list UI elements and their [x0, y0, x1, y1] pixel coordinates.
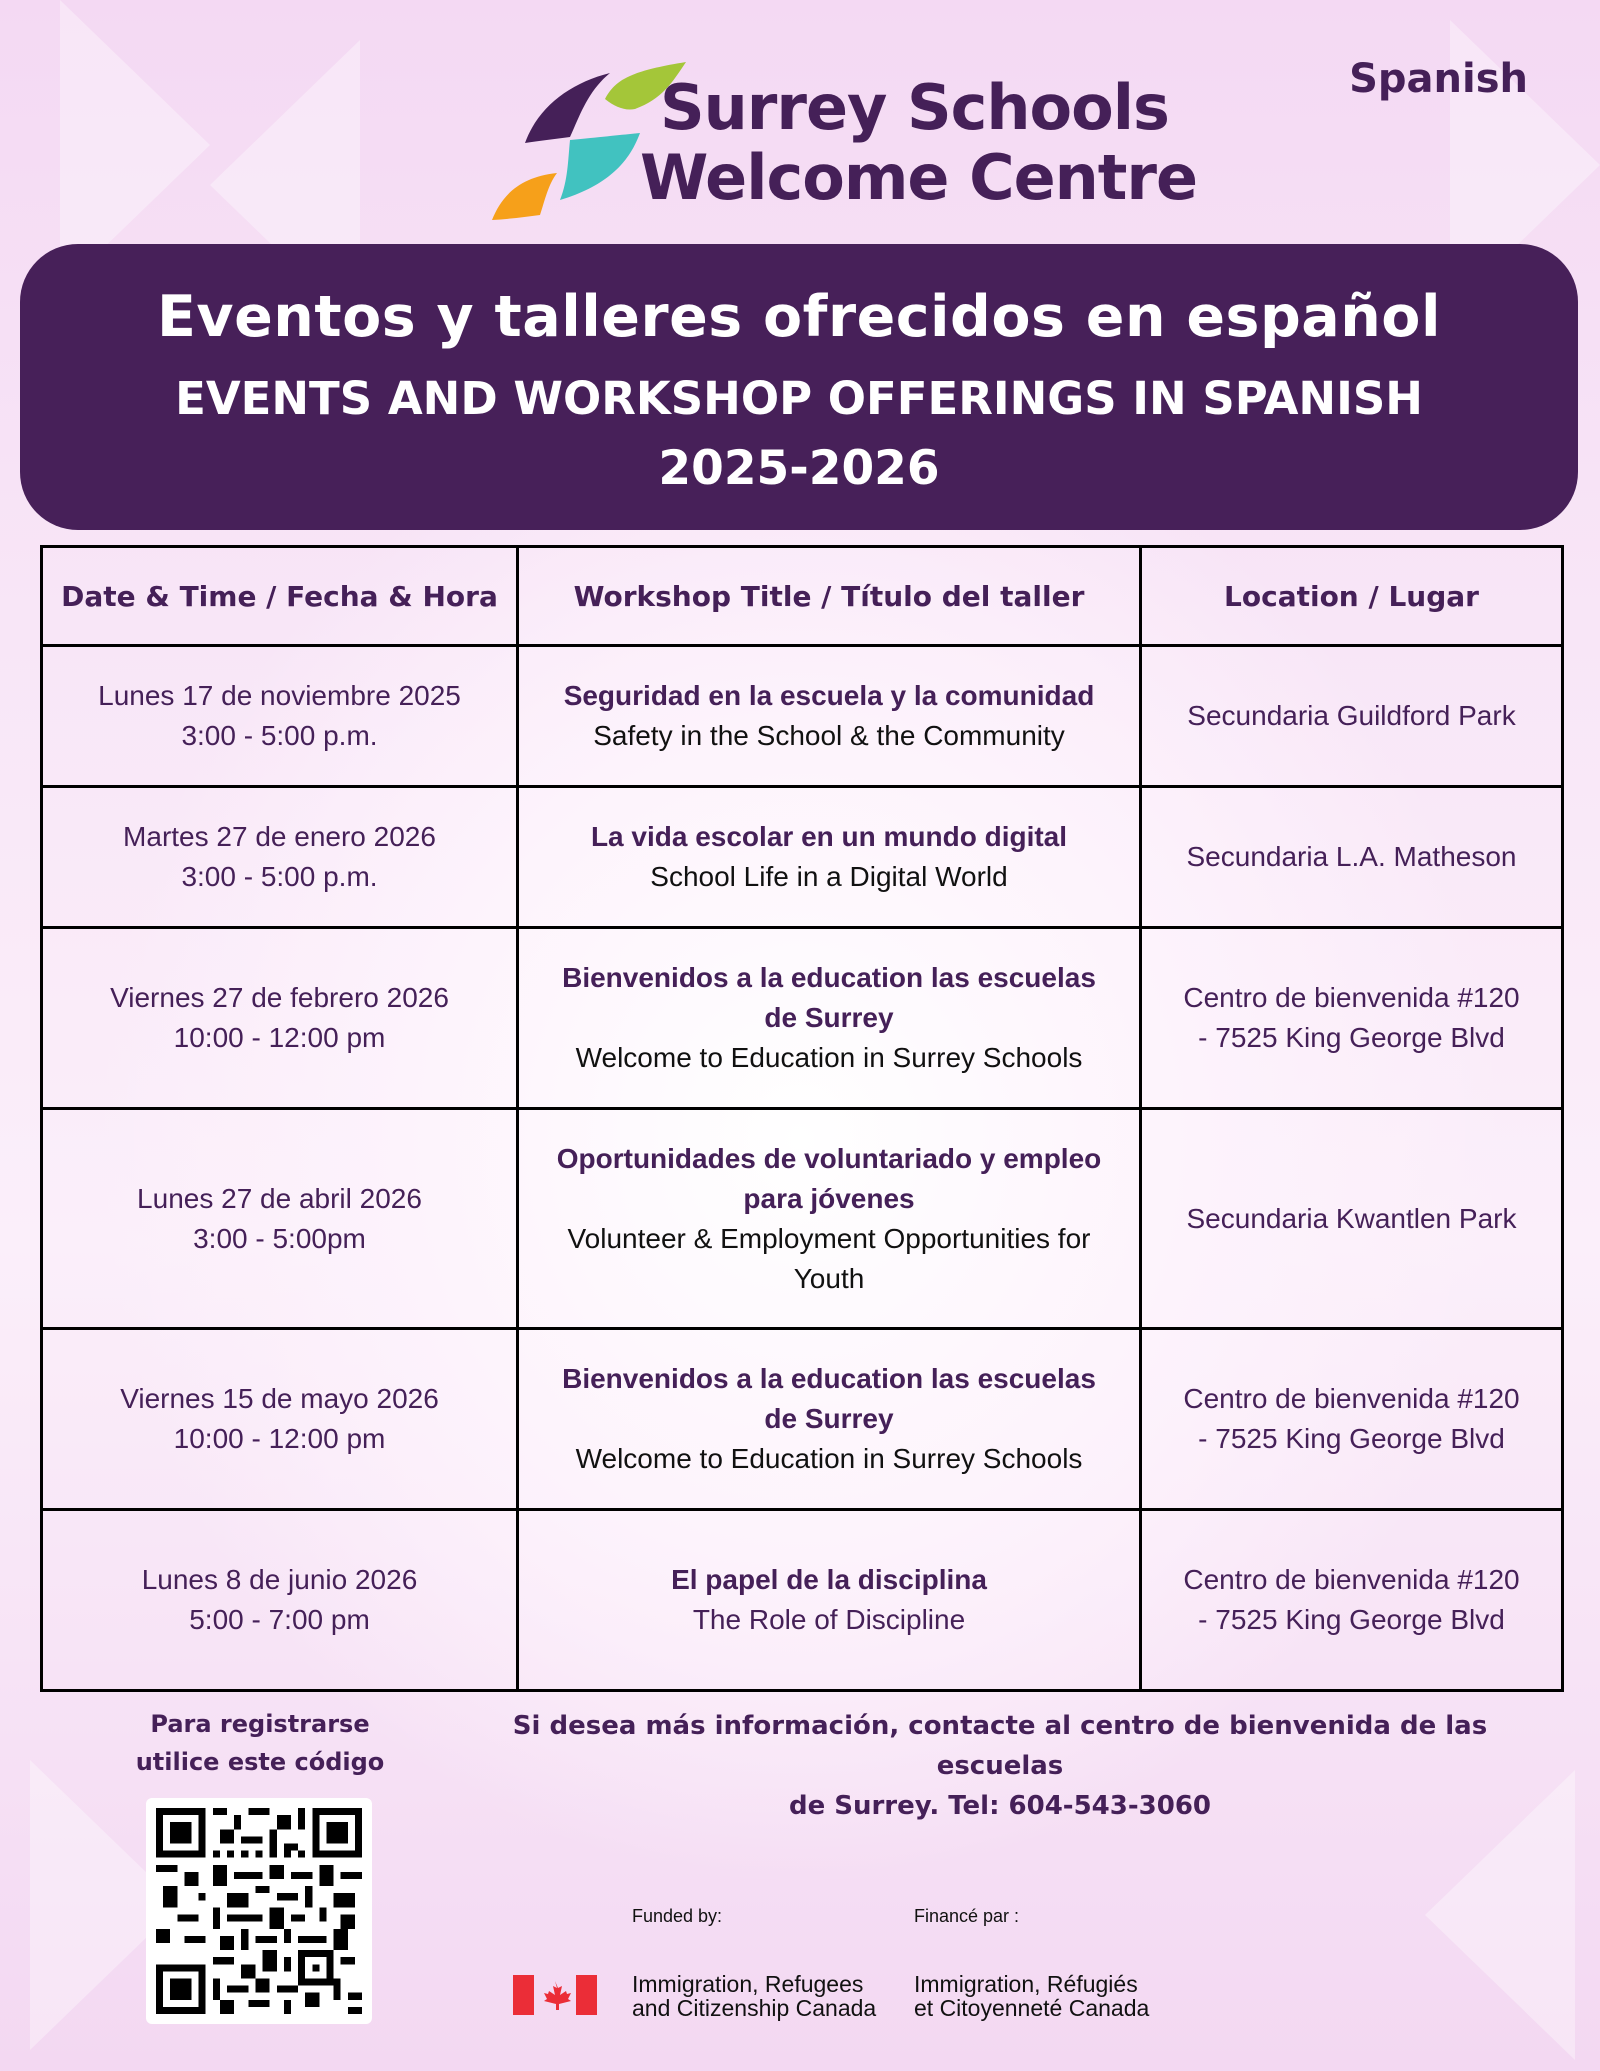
event-time: 5:00 - 7:00 pm — [189, 1604, 370, 1635]
banner-title-english: EVENTS AND WORKSHOP OFFERINGS IN SPANISH — [175, 372, 1423, 425]
event-location: Centro de bienvenida #120 - 7525 King George Blvd — [1183, 982, 1520, 1053]
agency-name-fr — [914, 1972, 1149, 2020]
cell-date — [42, 1510, 518, 1691]
event-time: 3:00 - 5:00pm — [193, 1222, 366, 1254]
agency-fr-line-1: Immigration, Réfugiés — [914, 1971, 1138, 1997]
surrey-schools-logo — [420, 45, 1198, 225]
workshop-title-es: Seguridad en la escuela y la comunidad — [563, 680, 1095, 711]
table-row — [42, 646, 1563, 787]
register-line-2: utilice este código — [135, 1748, 385, 1776]
event-date: Martes 27 de enero 2026 — [123, 821, 436, 852]
finance-par-label: Financé par : — [914, 1906, 1020, 1926]
contact-line-2: de Surrey. Tel: 604-543-3060 — [788, 1791, 1212, 1821]
banner-title-spanish: Eventos y talleres ofrecidos en español — [157, 284, 1441, 350]
qr-code-icon — [156, 1808, 362, 2014]
agency-en-line-1: Immigration, Refugees — [632, 1971, 864, 1997]
cell-date — [42, 646, 518, 787]
contact-line-1: Si desea más información, contacte al centro de bienvenida de las escuelas — [512, 1711, 1488, 1781]
event-location: Secundaria Guildford Park — [1187, 700, 1516, 731]
header-location: Location / Lugar — [1141, 547, 1563, 646]
banner-year: 2025-2026 — [658, 441, 940, 496]
cell-title — [518, 928, 1141, 1109]
event-date: Viernes 15 de mayo 2026 — [120, 1383, 439, 1414]
event-location: Secundaria L.A. Matheson — [1186, 841, 1517, 872]
workshop-title-en: Safety in the School & the Community — [593, 720, 1065, 751]
table-row — [42, 1109, 1563, 1329]
cell-location — [1141, 1510, 1563, 1691]
cell-location — [1141, 787, 1563, 928]
cell-date — [42, 928, 518, 1109]
agency-en-line-2: and Citizenship Canada — [632, 1995, 877, 2021]
event-location: Centro de bienvenida #120 - 7525 King George Blvd — [1183, 1564, 1520, 1635]
workshop-title-es: Bienvenidos a la education las escuelas de Surrey — [562, 962, 1096, 1033]
workshop-title-en: The Role of Discipline — [692, 1604, 966, 1635]
cell-title — [518, 787, 1141, 928]
logo-line-1: Surrey Schools — [660, 71, 1169, 144]
workshop-title-en: Welcome to Education in Surrey Schools — [575, 1443, 1083, 1474]
workshop-title-en: Volunteer & Employment Opportunities for Youth — [567, 1222, 1091, 1294]
register-line-1: Para registrarse — [150, 1710, 370, 1738]
event-date: Viernes 27 de febrero 2026 — [110, 982, 449, 1013]
workshop-title-es: Oportunidades de voluntariado y empleo para jóvenes — [556, 1142, 1102, 1214]
workshop-title-es: El papel de la disciplina — [671, 1564, 987, 1595]
cell-title — [518, 1109, 1141, 1329]
registration-note — [120, 1705, 400, 1781]
cell-title — [518, 646, 1141, 787]
cell-location — [1141, 928, 1563, 1109]
table-row — [42, 1510, 1563, 1691]
workshop-title-en: School Life in a Digital World — [650, 861, 1008, 892]
workshop-title-es: La vida escolar en un mundo digital — [590, 821, 1068, 852]
cell-date — [42, 1109, 518, 1329]
cell-date — [42, 1329, 518, 1510]
workshop-title-en: Welcome to Education in Surrey Schools — [575, 1042, 1083, 1073]
contact-info — [450, 1706, 1550, 1826]
title-banner — [20, 244, 1578, 530]
logo-line-2: Welcome Centre — [640, 141, 1198, 214]
cell-title — [518, 1510, 1141, 1691]
event-date: Lunes 27 de abril 2026 — [137, 1182, 422, 1214]
table-row — [42, 787, 1563, 928]
language-label: Spanish — [1349, 56, 1528, 102]
cell-location — [1141, 646, 1563, 787]
event-time: 3:00 - 5:00 p.m. — [181, 861, 378, 892]
event-date: Lunes 8 de junio 2026 — [141, 1564, 418, 1595]
event-location: Centro de bienvenida #120 - 7525 King George Blvd — [1183, 1383, 1520, 1454]
cell-location — [1141, 1329, 1563, 1510]
header-date-time: Date & Time / Fecha & Hora — [42, 547, 518, 646]
table-row — [42, 928, 1563, 1109]
table-row — [42, 1329, 1563, 1510]
cell-date — [42, 787, 518, 928]
cell-title — [518, 1329, 1141, 1510]
agency-fr-line-2: et Citoyenneté Canada — [914, 1995, 1150, 2021]
registration-qr-code[interactable] — [146, 1798, 372, 2024]
funded-by-label: Funded by: — [632, 1906, 723, 1926]
header-workshop-title: Workshop Title / Título del taller — [518, 547, 1141, 646]
event-time: 3:00 - 5:00 p.m. — [181, 720, 378, 751]
workshop-title-es: Bienvenidos a la education las escuelas de Surrey — [562, 1363, 1096, 1434]
event-location: Secundaria Kwantlen Park — [1186, 1202, 1517, 1234]
agency-name-en — [632, 1972, 876, 2020]
event-time: 10:00 - 12:00 pm — [173, 1022, 386, 1053]
table-header-row — [42, 547, 1563, 646]
cell-location — [1141, 1109, 1563, 1329]
event-time: 10:00 - 12:00 pm — [173, 1423, 386, 1454]
events-table — [40, 545, 1564, 1692]
event-date: Lunes 17 de noviembre 2025 — [98, 680, 461, 711]
canada-flag-icon — [513, 1975, 597, 2015]
